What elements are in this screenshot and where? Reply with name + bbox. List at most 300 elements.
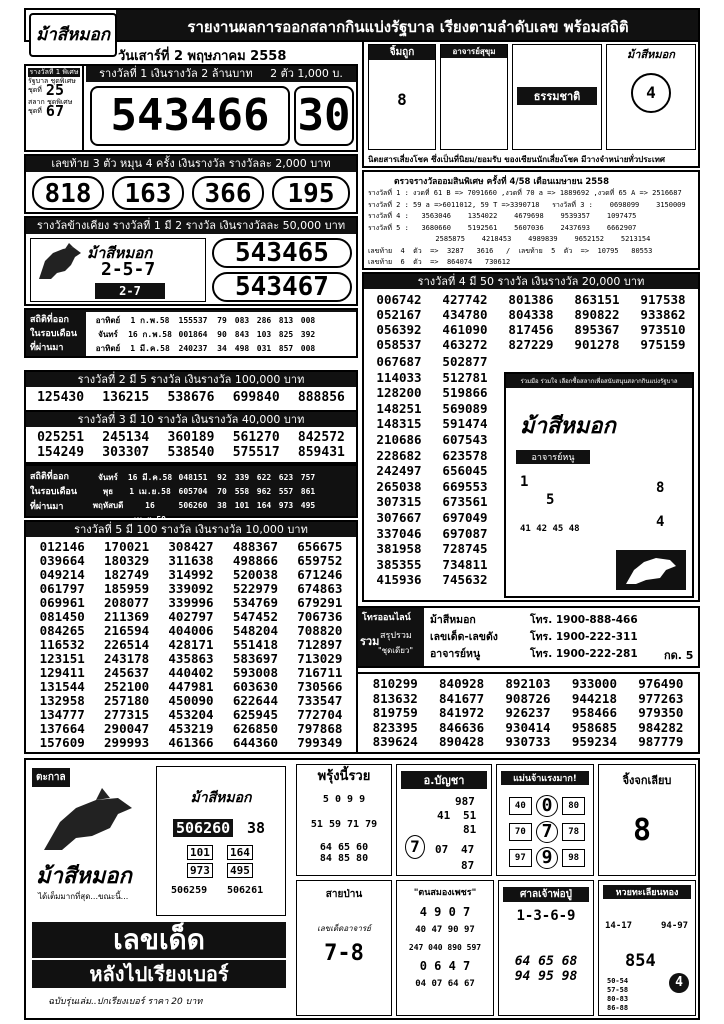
magazine-2-title: อาจารย์สุขุม [441, 45, 507, 58]
stats-cell: 392 [300, 330, 316, 339]
phone-extension: กด. 5 [664, 649, 694, 662]
fifth-prize-number: 402797 [168, 609, 214, 624]
stats-cell: 240237 [178, 344, 208, 353]
fourth-prize-number: 242497 [376, 463, 422, 479]
ad8-n4: 50-54 [607, 977, 629, 985]
stats1-table [86, 312, 356, 356]
stats-cell: พุธ [102, 487, 114, 496]
phone-number: โทร. 1900-222-281 [530, 648, 638, 660]
ad1-n12: 60 [356, 842, 369, 853]
fourth-prize-number: 591474 [442, 416, 488, 432]
fourth-prize-number: 519866 [442, 385, 488, 401]
promo-box [504, 372, 694, 598]
fifth-prize-number: 453204 [168, 707, 214, 722]
ad1-n1: 0 [334, 794, 341, 805]
ad2-n2: 51 [463, 809, 477, 822]
phone-name: เลขเด็ด-เลขดัง [430, 631, 498, 643]
phone-row [430, 612, 696, 629]
fourth-prize-number: 463272 [442, 337, 488, 352]
ad2-n0: 987 [455, 795, 475, 808]
phone-name: อาจารย์หนู [430, 648, 481, 660]
three-digit-1: 818 [32, 176, 104, 210]
ad-ton-samong-petch [396, 880, 494, 1016]
fourth-prize-number: 973510 [640, 322, 686, 337]
fifth-prize-number: 520038 [232, 567, 278, 582]
first-prize-bar [86, 66, 356, 82]
gsb-line: รางวัลที่ 1 : งวดที่ 61 B => 7091660 ,งวดที่ 70 a => 1889692 ,งวดที่ 65 A => 2516687 [368, 189, 682, 197]
stats-cell: 16 ก.พ.58 [128, 330, 172, 339]
fifth-prize-number: 069961 [39, 595, 85, 610]
fifth-prize-number: 447981 [168, 679, 214, 694]
ad6-row4: 04 07 64 67 [415, 979, 475, 989]
stats-cell: 90 [217, 330, 227, 339]
third-prize-box [24, 410, 358, 464]
fourth-prize-number: 975159 [640, 337, 686, 352]
ad5-sub: เลขเด็ดอาจารย์ [317, 924, 371, 933]
fourth-prize-number: 827229 [508, 337, 554, 352]
special-prize-panel [26, 66, 84, 150]
fifth-prize-number: 593008 [232, 665, 278, 680]
special-prize-title: รางวัลที่ 1 พิเศษ [29, 68, 79, 76]
fifth-prize-number: 435863 [168, 651, 214, 666]
fifth-prize-number: 644360 [232, 735, 278, 750]
fifth-prize-number: 679291 [297, 595, 343, 610]
fifth-prize-number: 958466 [571, 705, 617, 720]
fifth-prize-number: 712897 [297, 637, 343, 652]
fifth-prize-number: 944218 [571, 690, 617, 706]
bottom-left-ad [28, 762, 290, 1016]
promo-sub: อาจารย์หนู [516, 450, 590, 464]
promo-digit-4: 4 [656, 514, 665, 530]
bottom-left-price: ฉบับรุ่นเล่ม..ปกเรียงเบอร์ ราคา 20 บาท [48, 997, 203, 1007]
second-prize-number: 888856 [297, 390, 345, 405]
fifth-prize-number: 450090 [168, 693, 214, 708]
bottom-left-card [156, 766, 286, 916]
fifth-prize-bottom-box [356, 672, 700, 754]
stats-cell: 495 [300, 501, 316, 510]
horse-icon [35, 243, 85, 283]
ad3-number: 0 [536, 795, 558, 817]
ad1-n7: 59 [328, 819, 341, 830]
three-digit-4: 195 [272, 176, 350, 210]
third-prize-number: 561270 [232, 430, 280, 445]
stats2-label [30, 470, 84, 515]
ad8-n1: 94-97 [661, 921, 689, 931]
fifth-prize-number: 522979 [232, 581, 278, 596]
fourth-prize-number: 434780 [442, 307, 488, 322]
stats-cell: จันทร์ [98, 330, 118, 339]
gsb-line: รางวัลที่ 2 : 59 a =>6011012, 59 T =>3390718 รางวัลที่ 3 : 0698099 3150009 [368, 200, 686, 209]
ad2-title: อ.บัญชา [401, 771, 487, 789]
stats2-label-2: ในรอบเดือน [30, 487, 77, 497]
fifth-prize-number: 116532 [39, 637, 85, 652]
fifth-prize-number: 534769 [232, 595, 278, 610]
stats1-box [24, 308, 358, 358]
special-prize-line2: สลาก ชุดพิเศษ [28, 98, 73, 106]
ad1-n2: 9 [347, 794, 354, 805]
fifth-prize-number: 846636 [439, 719, 485, 735]
second-prize-number: 136215 [102, 390, 150, 405]
stats2-label-1: สถิติที่ออก [30, 472, 69, 482]
ad7-row1: 94 95 98 [514, 969, 578, 984]
fifth-prize-number: 440402 [168, 665, 214, 680]
fourth-prize-number: 006742 [376, 292, 422, 307]
fourth-prize-number: 114033 [376, 369, 422, 385]
fourth-prize-number: 381958 [376, 541, 422, 557]
phone-sub-label: "ชุดเดียว" [378, 646, 414, 655]
phone-row [430, 646, 696, 663]
fifth-prize-number: 252100 [104, 679, 150, 694]
fifth-prize-number: 129411 [39, 665, 85, 680]
fourth-prize-number: 607543 [442, 431, 488, 447]
gsb-line: เลขท้าย 6 ตัว => 864074 730612 [368, 258, 511, 266]
ad2-n7: 87 [461, 859, 475, 872]
gsb-check-title: ตรวจรางวัลออมสินพิเศษ ครั้งที่ 4/58 เดือนเมษายน 2558 [394, 177, 609, 187]
third-prize-bar: รางวัลที่ 3 มี 10 รางวัล เงินรางวัล 40,000 บาท [26, 412, 356, 427]
fourth-prize-number: 307315 [376, 494, 422, 510]
fifth-prize-number: 548204 [232, 623, 278, 638]
magazine-caption: นิตยสารเสี่ยงโชค ซึ่งเป็นที่นิยม/ยอมรับ ของเซียนนักเสี่ยงโชค มีวางจำหน่ายทั่วประเทศ [368, 155, 665, 164]
ad1-n15: 80 [356, 853, 369, 864]
ad8-n3: 4 [669, 973, 689, 993]
fifth-prize-number: 547452 [232, 609, 278, 624]
ad7-row0: 64 65 68 [514, 954, 578, 969]
stats-cell: 973 [278, 501, 294, 510]
fifth-prize-number: 211369 [104, 609, 150, 624]
header [24, 8, 700, 45]
stats-row [89, 485, 353, 499]
fifth-prize-number: 461366 [168, 735, 214, 750]
three-digit-3: 366 [192, 176, 264, 210]
fourth-prize-number: 128200 [376, 385, 422, 401]
fifth-prize-number: 311638 [168, 553, 214, 568]
gsb-line: 2585875 4218453 4989839 9652152 5213154 [368, 235, 651, 243]
fourth-prize-number: 801386 [508, 292, 554, 307]
fifth-prize-number: 583697 [232, 651, 278, 666]
first-prize-two-digit: 30 [294, 86, 354, 146]
ad-maen-ja [496, 764, 594, 876]
magazine-4: ม้าสีหมอก 4 [606, 44, 696, 150]
bottom-ads-row [24, 758, 700, 1020]
stats-cell: 083 [234, 316, 250, 325]
fifth-prize-number: 299993 [104, 735, 150, 750]
fifth-prize-number: 626850 [232, 721, 278, 736]
fifth-prize-number: 976490 [638, 676, 684, 691]
promo-bottom-nums: 41 42 45 48 [520, 524, 580, 534]
card-logo: ม้าสีหมอก [190, 790, 252, 806]
stats2-box [24, 464, 358, 518]
fourth-prize-number: 385355 [376, 556, 422, 572]
fifth-prize-number: 659752 [297, 553, 343, 568]
ad-san-jao-por-pu [498, 880, 594, 1016]
ad1-n9: 79 [365, 819, 378, 830]
fifth-prize-number: 823395 [372, 719, 418, 735]
fifth-prize-number: 180329 [104, 553, 150, 568]
ad3-number: 40 [509, 797, 532, 815]
ad3-number: 78 [562, 823, 585, 841]
fourth-prize-box [362, 272, 700, 602]
second-prize-number: 699840 [232, 390, 280, 405]
third-prize-number: 303307 [102, 445, 150, 460]
fifth-prize-number: 810299 [372, 676, 418, 691]
fifth-prize-number: 488367 [232, 539, 278, 554]
fifth-prize-number: 131544 [39, 679, 85, 694]
stats-cell: 164 [256, 501, 272, 510]
phone-side-label: รวม [360, 635, 380, 648]
stats2-table [86, 468, 356, 516]
fifth-prize-number: 132958 [39, 693, 85, 708]
fifth-prize-number: 730566 [297, 679, 343, 694]
fifth-prize-number: 134777 [39, 707, 85, 722]
stats-cell: 622 [256, 473, 272, 482]
fifth-prize-number: 208077 [104, 595, 150, 610]
ad3-number: 70 [509, 823, 532, 841]
fourth-prize-number: 512781 [442, 369, 488, 385]
stats-cell: 031 [256, 344, 272, 353]
fifth-prize-number: 708820 [297, 623, 343, 638]
fifth-prize-number: 674863 [297, 581, 343, 596]
phone-online-label: โทรออนไลน์ [362, 613, 411, 623]
card-num-8: 506261 [227, 885, 264, 896]
fifth-prize-number: 716711 [297, 665, 343, 680]
fifth-prize-number: 428171 [168, 637, 214, 652]
fifth-prize-number: 713029 [297, 651, 343, 666]
first-prize-number: 543466 [90, 86, 290, 146]
ad5-digits: 7-8 [324, 941, 364, 966]
three-digit-bar: เลขท้าย 3 ตัว หมุน 4 ครั้ง เงินรางวัล รางวัลละ 2,000 บาท [26, 156, 356, 172]
fifth-prize-number: 625945 [232, 707, 278, 722]
fifth-prize-number: 123151 [39, 651, 85, 666]
fourth-prize-number: 427742 [442, 292, 488, 307]
fifth-prize-number: 933000 [571, 676, 617, 691]
ad3-title: แม่นจ้าแรงมาก! [501, 771, 589, 785]
stats-cell: 048151 [178, 473, 208, 482]
stats-cell: 1 ก.พ.58 [130, 316, 170, 325]
header-date: วันเสาร์ที่ 2 พฤษภาคม 2558 [118, 49, 287, 64]
fifth-prize-number: 840928 [439, 676, 485, 691]
fourth-prize-number: 569089 [442, 400, 488, 416]
third-prize-number: 025251 [37, 430, 85, 445]
stats-cell: 339 [234, 473, 250, 482]
fifth-prize-number: 622644 [232, 693, 278, 708]
stats-cell: 557 [278, 487, 294, 496]
second-prize-bar: รางวัลที่ 2 มี 5 รางวัล เงินรางวัล 100,000 บาท [26, 372, 356, 387]
fourth-prize-left-grid [366, 354, 498, 588]
fourth-prize-number: 148251 [376, 400, 422, 416]
stats-cell: 79 [217, 316, 227, 325]
ad1-n13: 84 [319, 853, 332, 864]
ad8-n0: 14-17 [605, 921, 633, 931]
bottom-left-logo: ม้าสีหมอก [36, 863, 132, 889]
stats-cell: พฤหัสบดี [92, 501, 124, 510]
fifth-prize-number: 308427 [168, 539, 214, 554]
fourth-prize-number: 697049 [442, 509, 488, 525]
fifth-prize-bar: รางวัลที่ 5 มี 100 รางวัล เงินรางวัล 10,000 บาท [26, 522, 356, 537]
fourth-prize-number: 817456 [508, 322, 554, 337]
ad-ajarn-bancha [396, 764, 492, 876]
ad-sai-pan [296, 880, 392, 1016]
stats-cell: 861 [300, 487, 316, 496]
fifth-prize-number: 603630 [232, 679, 278, 694]
neighbor-hint: 2-5-7 [101, 259, 156, 280]
fifth-prize-number: 930733 [505, 734, 551, 749]
fifth-prize-number: 245637 [104, 665, 150, 680]
ad8-n6: 80-83 [607, 995, 629, 1003]
ad6-row2: 247 040 890 597 [408, 943, 482, 952]
neighbor-bar: รางวัลข้างเคียง รางวัลที่ 1 มี 2 รางวัล เงินรางวัลละ 50,000 บาท [26, 218, 356, 234]
fourth-prize-number: 745632 [442, 572, 488, 588]
stats2-label-3: ที่ผ่านมา [30, 502, 64, 512]
first-prize-two-digit-label: 2 ตัว 1,000 บ. [270, 67, 343, 80]
fifth-prize-number: 453219 [168, 721, 214, 736]
neighbor-number-1: 543465 [212, 238, 352, 268]
ad1-n3: 9 [359, 794, 366, 805]
fifth-prize-number: 979350 [638, 705, 684, 720]
fifth-prize-number: 892103 [505, 676, 551, 691]
stats-cell: 101 [234, 501, 250, 510]
fifth-prize-number: 061797 [39, 581, 85, 596]
fifth-prize-box [24, 520, 358, 754]
second-prize-row [28, 390, 354, 405]
fourth-prize-number: 673561 [442, 494, 488, 510]
fifth-prize-number: 290047 [104, 721, 150, 736]
gsb-line: รางวัลที่ 4 : 3563046 1354022 4679698 9539357 1097475 [368, 212, 637, 220]
horse-icon [38, 786, 138, 856]
fifth-prize-grid [30, 540, 352, 750]
fourth-prize-number: 337046 [376, 525, 422, 541]
stats-cell: 38 [217, 501, 227, 510]
first-prize-box [24, 64, 358, 152]
fifth-prize-number: 226514 [104, 637, 150, 652]
ad8-n5: 57-58 [607, 986, 629, 994]
ad2-n3: 81 [463, 823, 477, 836]
fifth-prize-number: 257180 [104, 693, 150, 708]
ad7-title: ศาลเจ้าพ่อปู่ [503, 887, 589, 902]
stats-cell: อาทิตย์ [95, 316, 121, 325]
fifth-prize-number: 243178 [104, 651, 150, 666]
stats-cell: 962 [256, 487, 272, 496]
stats-cell: 1 เม.ย.58 [129, 487, 171, 496]
third-prize-number: 842572 [297, 430, 345, 445]
fourth-prize-number: 623578 [442, 447, 488, 463]
fourth-prize-number: 148315 [376, 416, 422, 432]
fourth-prize-number: 056392 [376, 322, 422, 337]
promo-banner: ร่วมมือ ร่วมใจ เลือกซื้อสลากเพื่อสนับสนุนสลากกินแบ่งรัฐบาล [506, 374, 692, 388]
neighbor-logo-panel [30, 238, 206, 302]
fourth-prize-number: 058537 [376, 337, 422, 352]
fifth-prize-number: 799349 [297, 735, 343, 750]
fourth-prize-number: 804338 [508, 307, 554, 322]
special-prize-value2: 67 [45, 102, 64, 120]
fourth-prize-top-grid [366, 292, 696, 352]
magazine-3-title: ธรรมชาติ [517, 87, 597, 105]
promo-digit-1: 1 [520, 474, 529, 490]
card-num-2: 38 [247, 819, 266, 837]
stats-cell: 825 [278, 330, 294, 339]
fifth-prize-number: 656675 [297, 539, 343, 554]
third-prize-number: 538540 [167, 445, 215, 460]
card-num-3: 101 [187, 845, 213, 860]
fifth-prize-number: 339092 [168, 581, 214, 596]
fifth-prize-number: 081450 [39, 609, 85, 624]
card-num-6: 495 [227, 863, 253, 878]
ad5-title: สายป่าน [325, 889, 363, 900]
fourth-prize-number: 734811 [442, 556, 488, 572]
fifth-prize-number: 977263 [638, 690, 684, 706]
magazine-1: จิ้มถูก 8 [368, 44, 436, 150]
ad2-n5: 07 [435, 843, 449, 856]
fourth-prize-number: 415936 [376, 572, 422, 588]
stats-row [89, 328, 353, 342]
fifth-prize-number: 157609 [39, 735, 85, 750]
three-digit-box [24, 154, 358, 214]
fifth-prize-number: 819759 [372, 705, 418, 720]
fourth-prize-number: 502877 [442, 354, 488, 369]
fifth-prize-number: 841972 [439, 705, 485, 720]
stats-row [89, 342, 353, 356]
ad7-sub: 1-3-6-9 [516, 908, 576, 924]
second-prize-number: 125430 [37, 390, 85, 405]
third-prize-grid [28, 430, 354, 460]
fourth-prize-number: 669553 [442, 478, 488, 494]
stats-cell: 757 [300, 473, 316, 482]
card-num-7: 506259 [171, 885, 208, 896]
phone-side-panel [358, 608, 424, 666]
special-prize-line2b: ชุดที่ [28, 107, 42, 115]
stats-cell: 008 [300, 344, 316, 353]
stats-cell: 813 [278, 316, 294, 325]
fifth-prize-number: 926237 [505, 705, 551, 720]
fifth-prize-number: 170021 [104, 539, 150, 554]
phone-name: ม้าสีหมอก [430, 614, 476, 626]
fifth-prize-number: 277315 [104, 707, 150, 722]
ad1-title: พรุ้งนี้รวย [317, 769, 371, 784]
third-prize-number: 245134 [102, 430, 150, 445]
fourth-prize-number: 728745 [442, 541, 488, 557]
stats-cell: 1 มี.ค.58 [130, 344, 170, 353]
stats-cell: 008 [300, 316, 316, 325]
fifth-prize-number: 182749 [104, 567, 150, 582]
ad1-n11: 65 [337, 842, 351, 853]
fifth-prize-number: 772704 [297, 707, 343, 722]
fifth-prize-number: 733547 [297, 693, 343, 708]
ad8-n7: 86-88 [607, 1004, 629, 1012]
ad3-grid [507, 795, 587, 869]
gsb-check-box [362, 170, 700, 270]
stats-cell: 286 [256, 316, 272, 325]
ad1-n10: 64 [319, 842, 332, 853]
fifth-prize-number: 841677 [439, 690, 485, 706]
fifth-prize-bottom-grid [362, 677, 694, 750]
magazine-4-title: ม้าสีหมอก [627, 48, 675, 61]
fourth-prize-bar: รางวัลที่ 4 มี 50 รางวัล เงินรางวัล 20,000 บาท [364, 274, 698, 289]
fourth-prize-number: 228682 [376, 447, 422, 463]
special-prize-value1: 25 [45, 81, 64, 99]
ad8-title: หวยทะเลียนทอง [603, 885, 691, 899]
fourth-prize-number: 890822 [574, 307, 620, 322]
fifth-prize-number: 404006 [168, 623, 214, 638]
fifth-prize-number: 839624 [372, 734, 418, 749]
phone-number: โทร. 1900-888-466 [530, 614, 638, 626]
card-num-5: 973 [187, 863, 213, 878]
fifth-prize-number: 039664 [39, 553, 85, 568]
third-prize-number: 154249 [37, 445, 85, 460]
phone-sum-label: สรุปรวม [380, 631, 412, 641]
fifth-prize-number: 137664 [39, 721, 85, 736]
fifth-prize-number: 216594 [104, 623, 150, 638]
promo-logo: ม้าสีหมอก [520, 413, 616, 439]
stats-cell: 623 [278, 473, 294, 482]
